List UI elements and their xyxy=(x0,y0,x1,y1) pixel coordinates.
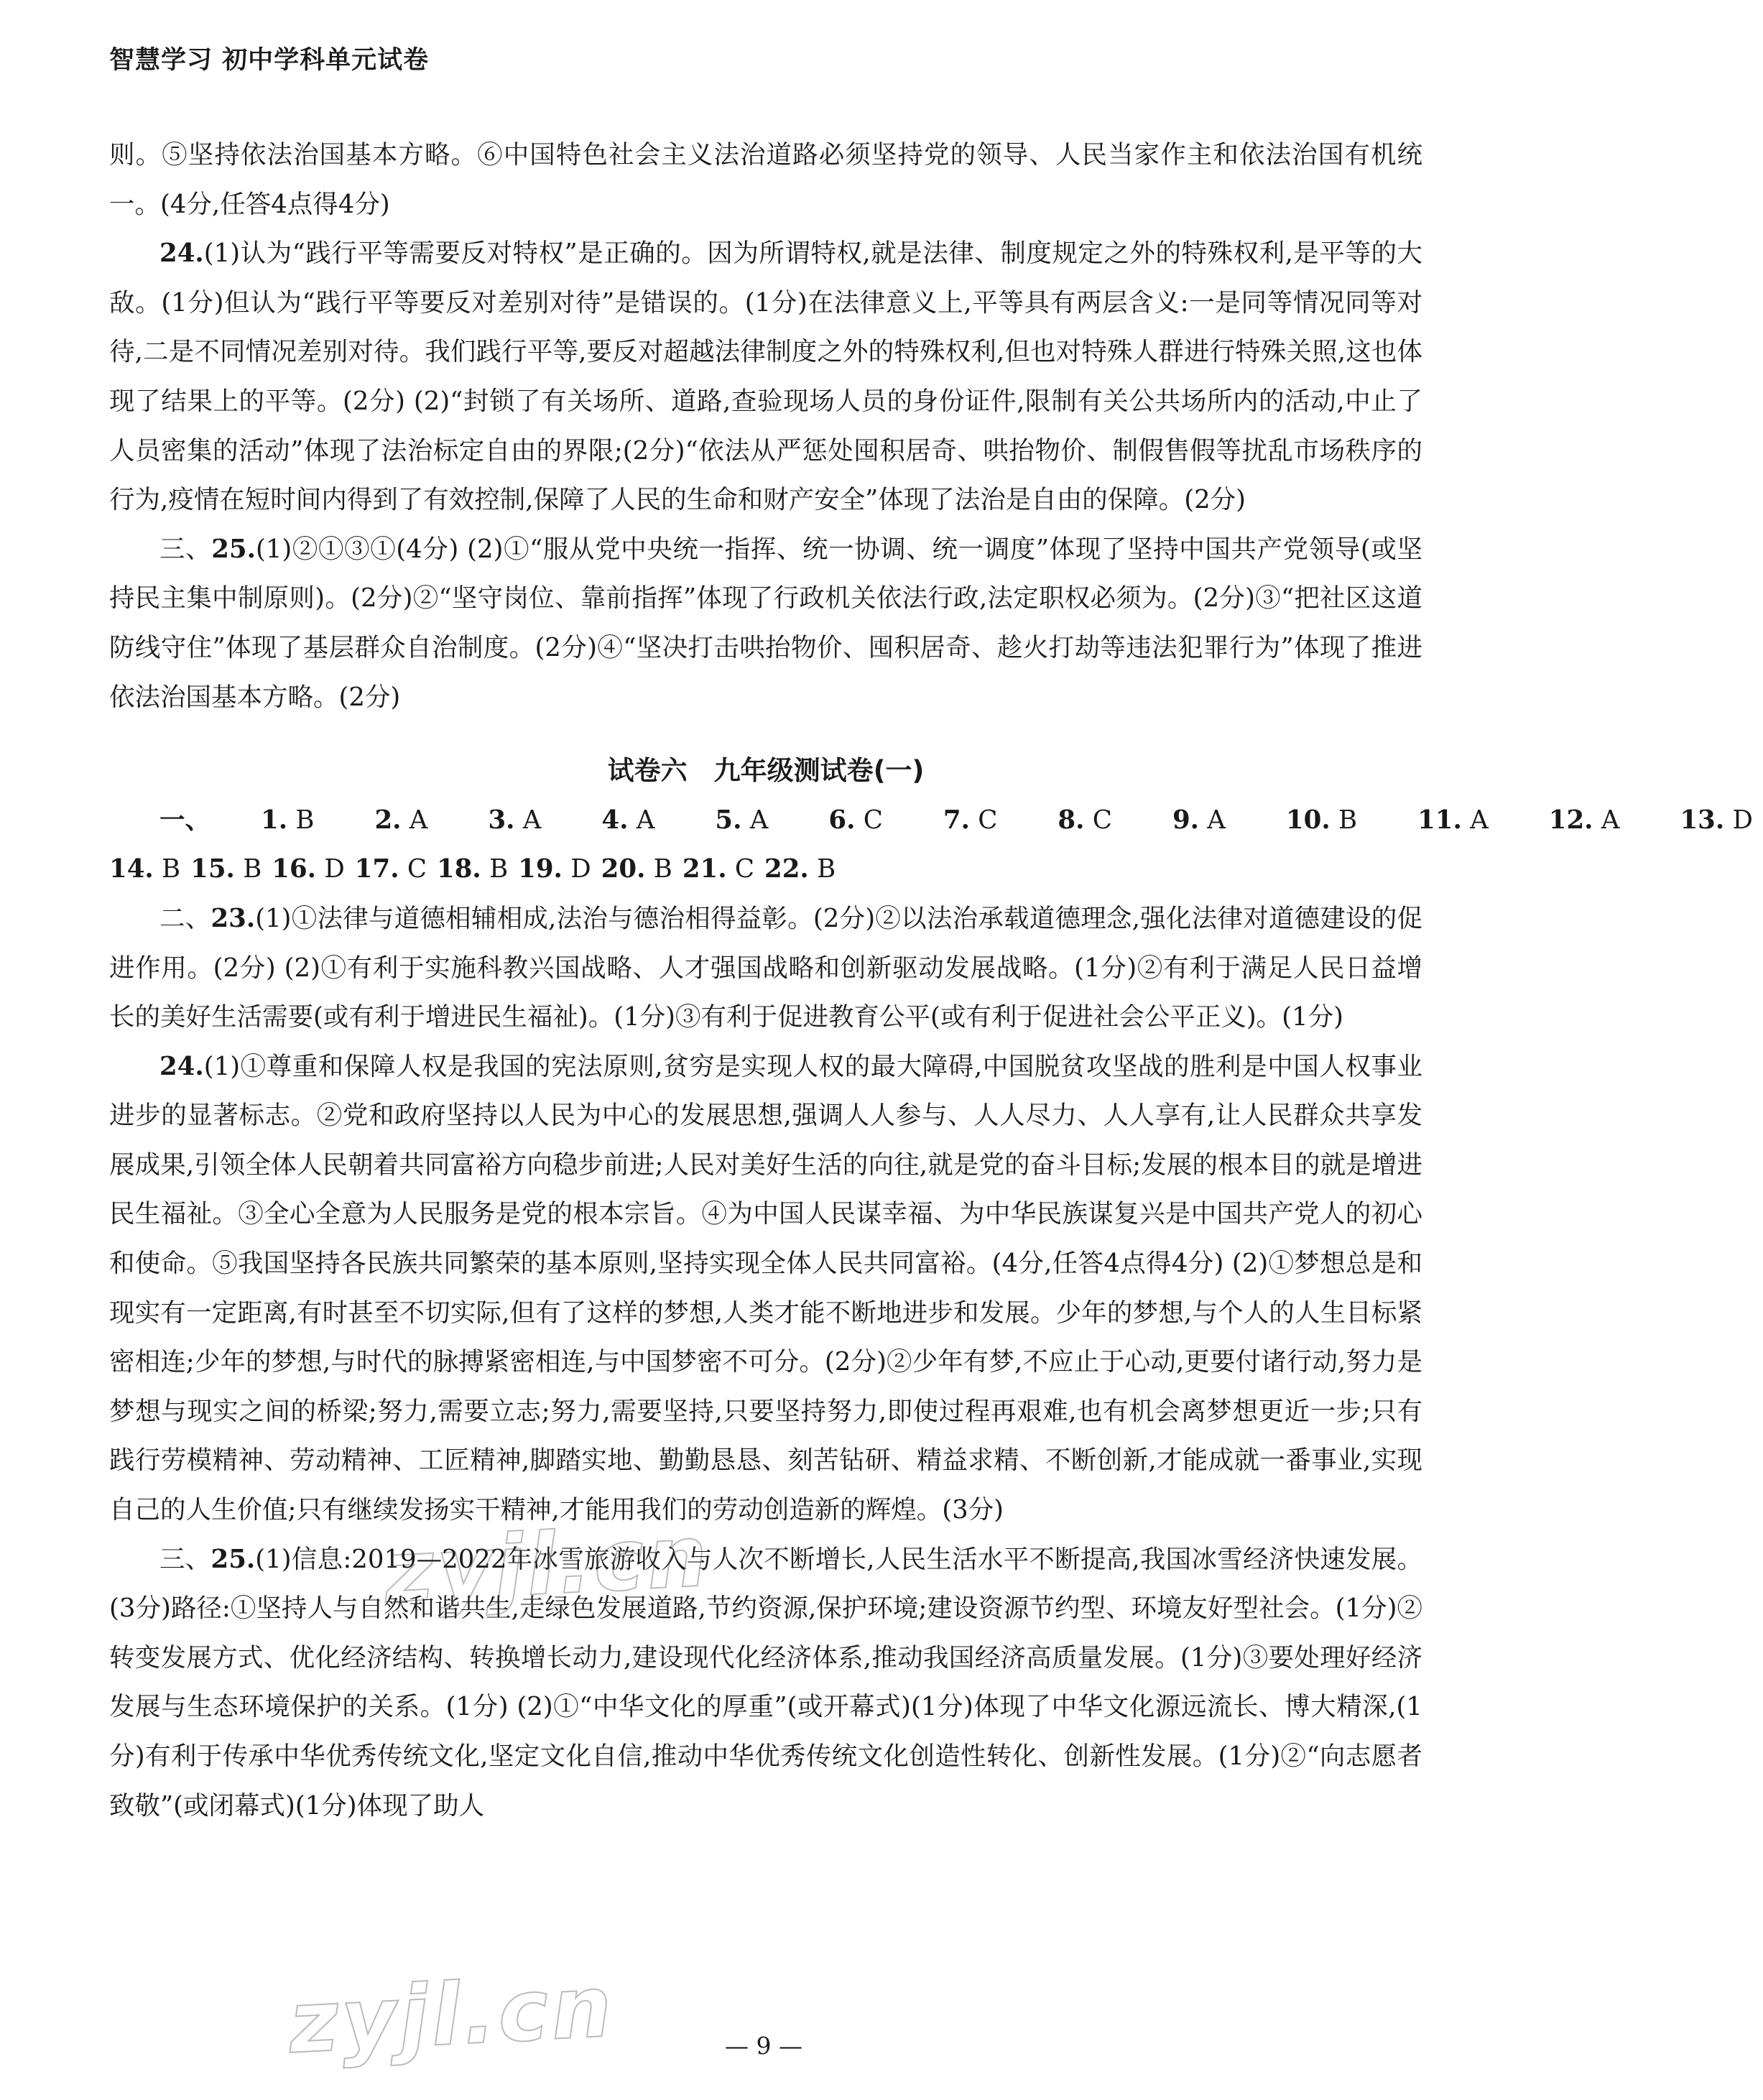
mc-answer-item xyxy=(1007,796,1112,846)
mc-answer-letter: D xyxy=(316,854,345,884)
answer-q24 xyxy=(109,1042,1422,1535)
answer-q25 xyxy=(109,1535,1422,1831)
mc-answer-letter: A xyxy=(514,805,542,835)
mc-question-number: 16. xyxy=(272,854,317,884)
mc-answer-item xyxy=(1236,796,1357,846)
mc-answer-letter: D xyxy=(1724,805,1753,835)
mc-answer-item xyxy=(438,796,541,846)
mc-answer-item xyxy=(190,845,262,894)
mc-question-number: 3. xyxy=(488,805,515,835)
mc-question-number: 13. xyxy=(1680,805,1725,835)
mc-question-number: 12. xyxy=(1548,805,1593,835)
answer-text: (1)信息:2019—2022年冰雪旅游收入与人次不断增长,人民生活水平不断提高,我国冰雪经济快速发展。(3分)路径:①坚持人与自然和谐共生,走绿色发展道路,节约资源,保护环境;建设资源节约型、环境友好型社会。(1分)②转变发展方式、优化经济结构、转换增长动力,建设现代化经济体系,推动我国经济高质量发展。(1分)③要处理好经济发展与生态环境保护的关系。(1分) (2)①“中华文化的厚重”(或开幕式)(1分)体现了中华文化源远流长、博大精深,(1分)有利于传承中华优秀传统文化,坚定文化自信,推动中华优秀传统文化创造性转化、创新性发展。(1分)②“向志愿者致敬”(或闭幕式)(1分)体现了助人 xyxy=(109,1544,1422,1821)
mc-answer-item xyxy=(893,796,998,846)
mc-answer-letter: A xyxy=(741,805,769,835)
mc-answer-item xyxy=(437,845,508,894)
mc-question-number: 5. xyxy=(715,805,742,835)
watermark-logo: zyjl.cn xyxy=(286,1956,617,2073)
mc-question-number: 18. xyxy=(437,854,481,884)
mc-answer-item xyxy=(551,796,654,846)
mc-question-number: 20. xyxy=(601,854,646,884)
mc-question-number: 15. xyxy=(190,854,235,884)
mc-answer-item xyxy=(324,796,427,846)
page-number: — 9 — xyxy=(725,2032,802,2060)
question-number: 24. xyxy=(159,239,204,269)
section-prefix: 三、 xyxy=(159,534,212,564)
mc-question-number: 17. xyxy=(354,854,399,884)
mc-answer-letter: C xyxy=(399,854,427,884)
answer-q24-prev xyxy=(109,229,1422,525)
mc-answer-item xyxy=(272,845,345,894)
question-number: 25. xyxy=(210,1544,256,1574)
section-prefix: 三、 xyxy=(159,1544,211,1574)
mc-question-number: 11. xyxy=(1417,805,1462,835)
mc-answer-letter: A xyxy=(401,805,428,835)
mc-question-number: 8. xyxy=(1058,805,1085,835)
mc-answer-letter: A xyxy=(1199,805,1226,835)
question-number: 23. xyxy=(210,903,256,933)
answer-q25-prev xyxy=(109,525,1422,722)
mc-answer-letter: A xyxy=(1461,805,1489,835)
mc-answer-item xyxy=(764,845,836,894)
mc-question-number: 9. xyxy=(1172,805,1199,835)
answer-text: (1)认为“践行平等需要反对特权”是正确的。因为所谓特权,就是法律、制度规定之外的特殊权利,是平等的大敌。(1分)但认为“践行平等要反对差别对待”是错误的。(1分)在法律意义上,平等具有两层含义:一是同等情况同等对待,二是不同情况差别对待。我们践行平等,要反对超越法律制度之外的特殊权利,但也对特殊人群进行特殊关照,这也体现了结果上的平等。(2分) (2)“封锁了有关场所、道路,查验现场人员的身份证件,限制有关公共场所内的活动,中止了人员密集的活动”体现了法治标定自由的界限;(2分)“依法从严惩处囤积居奇、哄抬物价、制假售假等扰乱市场秩序的行为,疫情在短时间内得到了有效控制,保障了人民的生命和财产安全”体现了法治是自由的保障。(2分) xyxy=(109,239,1422,515)
answer-text: (1)①法律与道德相辅相成,法治与德治相得益彰。(2分)②以法治承载道德理念,强化法律对道德建设的促进作用。(2分) (2)①有利于实施科教兴国战略、人才强国战略和创新驱动发展战略。(1分)②有利于满足人民日益增长的美好生活需要(或有利于增进民生福祉)。(1分)③有利于促进教育公平(或有利于促进社会公平正义)。(1分) xyxy=(109,903,1422,1032)
question-number: 25. xyxy=(211,534,256,564)
mc-answer-letter: B xyxy=(153,854,181,884)
mc-question-number: 19. xyxy=(518,854,563,884)
mc-answer-letter: B xyxy=(1330,805,1358,835)
mc-answer-letter: A xyxy=(1593,805,1620,835)
mc-answer-item xyxy=(601,845,672,894)
mc-question-number: 6. xyxy=(828,805,856,835)
mc-answer-item xyxy=(355,845,427,894)
mc-answer-item xyxy=(1499,796,1620,846)
mc-answer-letter: C xyxy=(855,805,883,835)
mc-answer-item xyxy=(518,845,591,894)
page-content xyxy=(109,131,1753,1831)
mc-question-number: 4. xyxy=(601,805,629,835)
answer-q23 xyxy=(109,894,1422,1042)
mc-answer-item xyxy=(210,796,314,846)
mc-answer-letter: D xyxy=(562,854,591,884)
mc-answer-letter: B xyxy=(234,854,262,884)
mc-row xyxy=(109,845,1422,894)
mc-answer-letter: B xyxy=(645,854,672,884)
mc-answer-letter: A xyxy=(628,805,655,835)
watermark-logo: zyjl.cn xyxy=(381,1506,713,1622)
mc-answer-item xyxy=(1122,796,1226,846)
paragraph-continuation: 则。⑤坚持依法治国基本方略。⑥中国特色社会主义法治道路必须坚持党的领导、人民当家作主和依法治国有机统一。(4分,任答4点得4分) xyxy=(109,140,1422,219)
mc-answer-item xyxy=(1629,796,1753,846)
mc-question-number: 22. xyxy=(764,854,809,884)
page-header-title: 智慧学习 初中学科单元试卷 xyxy=(109,46,430,75)
mc-question-number: 10. xyxy=(1285,805,1331,835)
mc-question-number: 1. xyxy=(261,805,288,835)
mc-answer-letter: C xyxy=(1084,805,1112,835)
mc-answer-letter: B xyxy=(808,854,836,884)
answer-text: (1)①尊重和保障人权是我国的宪法原则,贫穷是实现人权的最大障碍,中国脱贫攻坚战的胜利是中国人权事业进步的显著标志。②党和政府坚持以人民为中心的发展思想,强调人人参与、人人尽力、人人享有,让人民群众共享发展成果,引领全体人民朝着共同富裕方向稳步前进;人民对美好生活的向往,就是党的奋斗目标;发展的根本目的就是增进民生福祉。③全心全意为人民服务是党的根本宗旨。④为中国人民谋幸福、为中华民族谋复兴是中国共产党人的初心和使命。⑤我国坚持各民族共同繁荣的基本原则,坚持实现全体人民共同富裕。(4分,任答4点得4分) (2)①梦想总是和现实有一定距离,有时甚至不切实际,但有了这样的梦想,人类才能不断地进步和发展。少年的梦想,与个人的人生目标紧密相连;少年的梦想,与时代的脉搏紧密相连,与中国梦密不可分。(2分)②少年有梦,不应止于心动,更要付诸行动,努力是梦想与现实之间的桥梁;努力,需要立志;努力,需要坚持,只要坚持努力,即使过程再艰难,也有机会离梦想更近一步;只有践行劳模精神、劳动精神、工匠精神,脚踏实地、勤勤恳恳、刻苦钻研、精益求精、不断创新,才能成就一番事业,实现自己的人生价值;只有继续发扬实干精神,才能用我们的劳动创造新的辉煌。(3分) xyxy=(109,1051,1422,1525)
mc-answer-letter: C xyxy=(726,854,755,884)
mc-question-number: 7. xyxy=(943,805,970,835)
mc-question-number: 14. xyxy=(109,854,154,884)
mc-row xyxy=(109,796,1753,846)
section-prefix: 一、 xyxy=(159,805,211,835)
mc-answer-item xyxy=(109,845,180,894)
section-title: 试卷六 九年级测试卷(一) xyxy=(607,755,925,787)
mc-answer-letter: B xyxy=(481,854,509,884)
mc-question-number: 2. xyxy=(374,805,402,835)
section-prefix: 二、 xyxy=(159,903,211,933)
question-number: 24. xyxy=(159,1051,204,1081)
mc-answer-item xyxy=(682,845,754,894)
multiple-choice-answers xyxy=(109,796,1753,894)
answer-text: (1)②①③①(4分) (2)①“服从党中央统一指挥、统一协调、统一调度”体现了坚持中国共产党领导(或坚持民主集中制原则)。(2分)②“坚守岗位、靠前指挥”体现了行政机关依法行政,法定职权必须为。(2分)③“把社区这道防线守住”体现了基层群众自治制度。(2分)④“坚决打击哄抬物价、囤积居奇、趁火打劫等违法犯罪行为”体现了推进依法治国基本方略。(2分) xyxy=(109,534,1422,712)
mc-answer-letter: C xyxy=(969,805,998,835)
mc-answer-item xyxy=(665,796,768,846)
mc-answer-letter: B xyxy=(287,805,315,835)
mc-question-number: 21. xyxy=(682,854,727,884)
mc-answer-item xyxy=(778,796,883,846)
mc-answer-item xyxy=(1367,796,1489,846)
